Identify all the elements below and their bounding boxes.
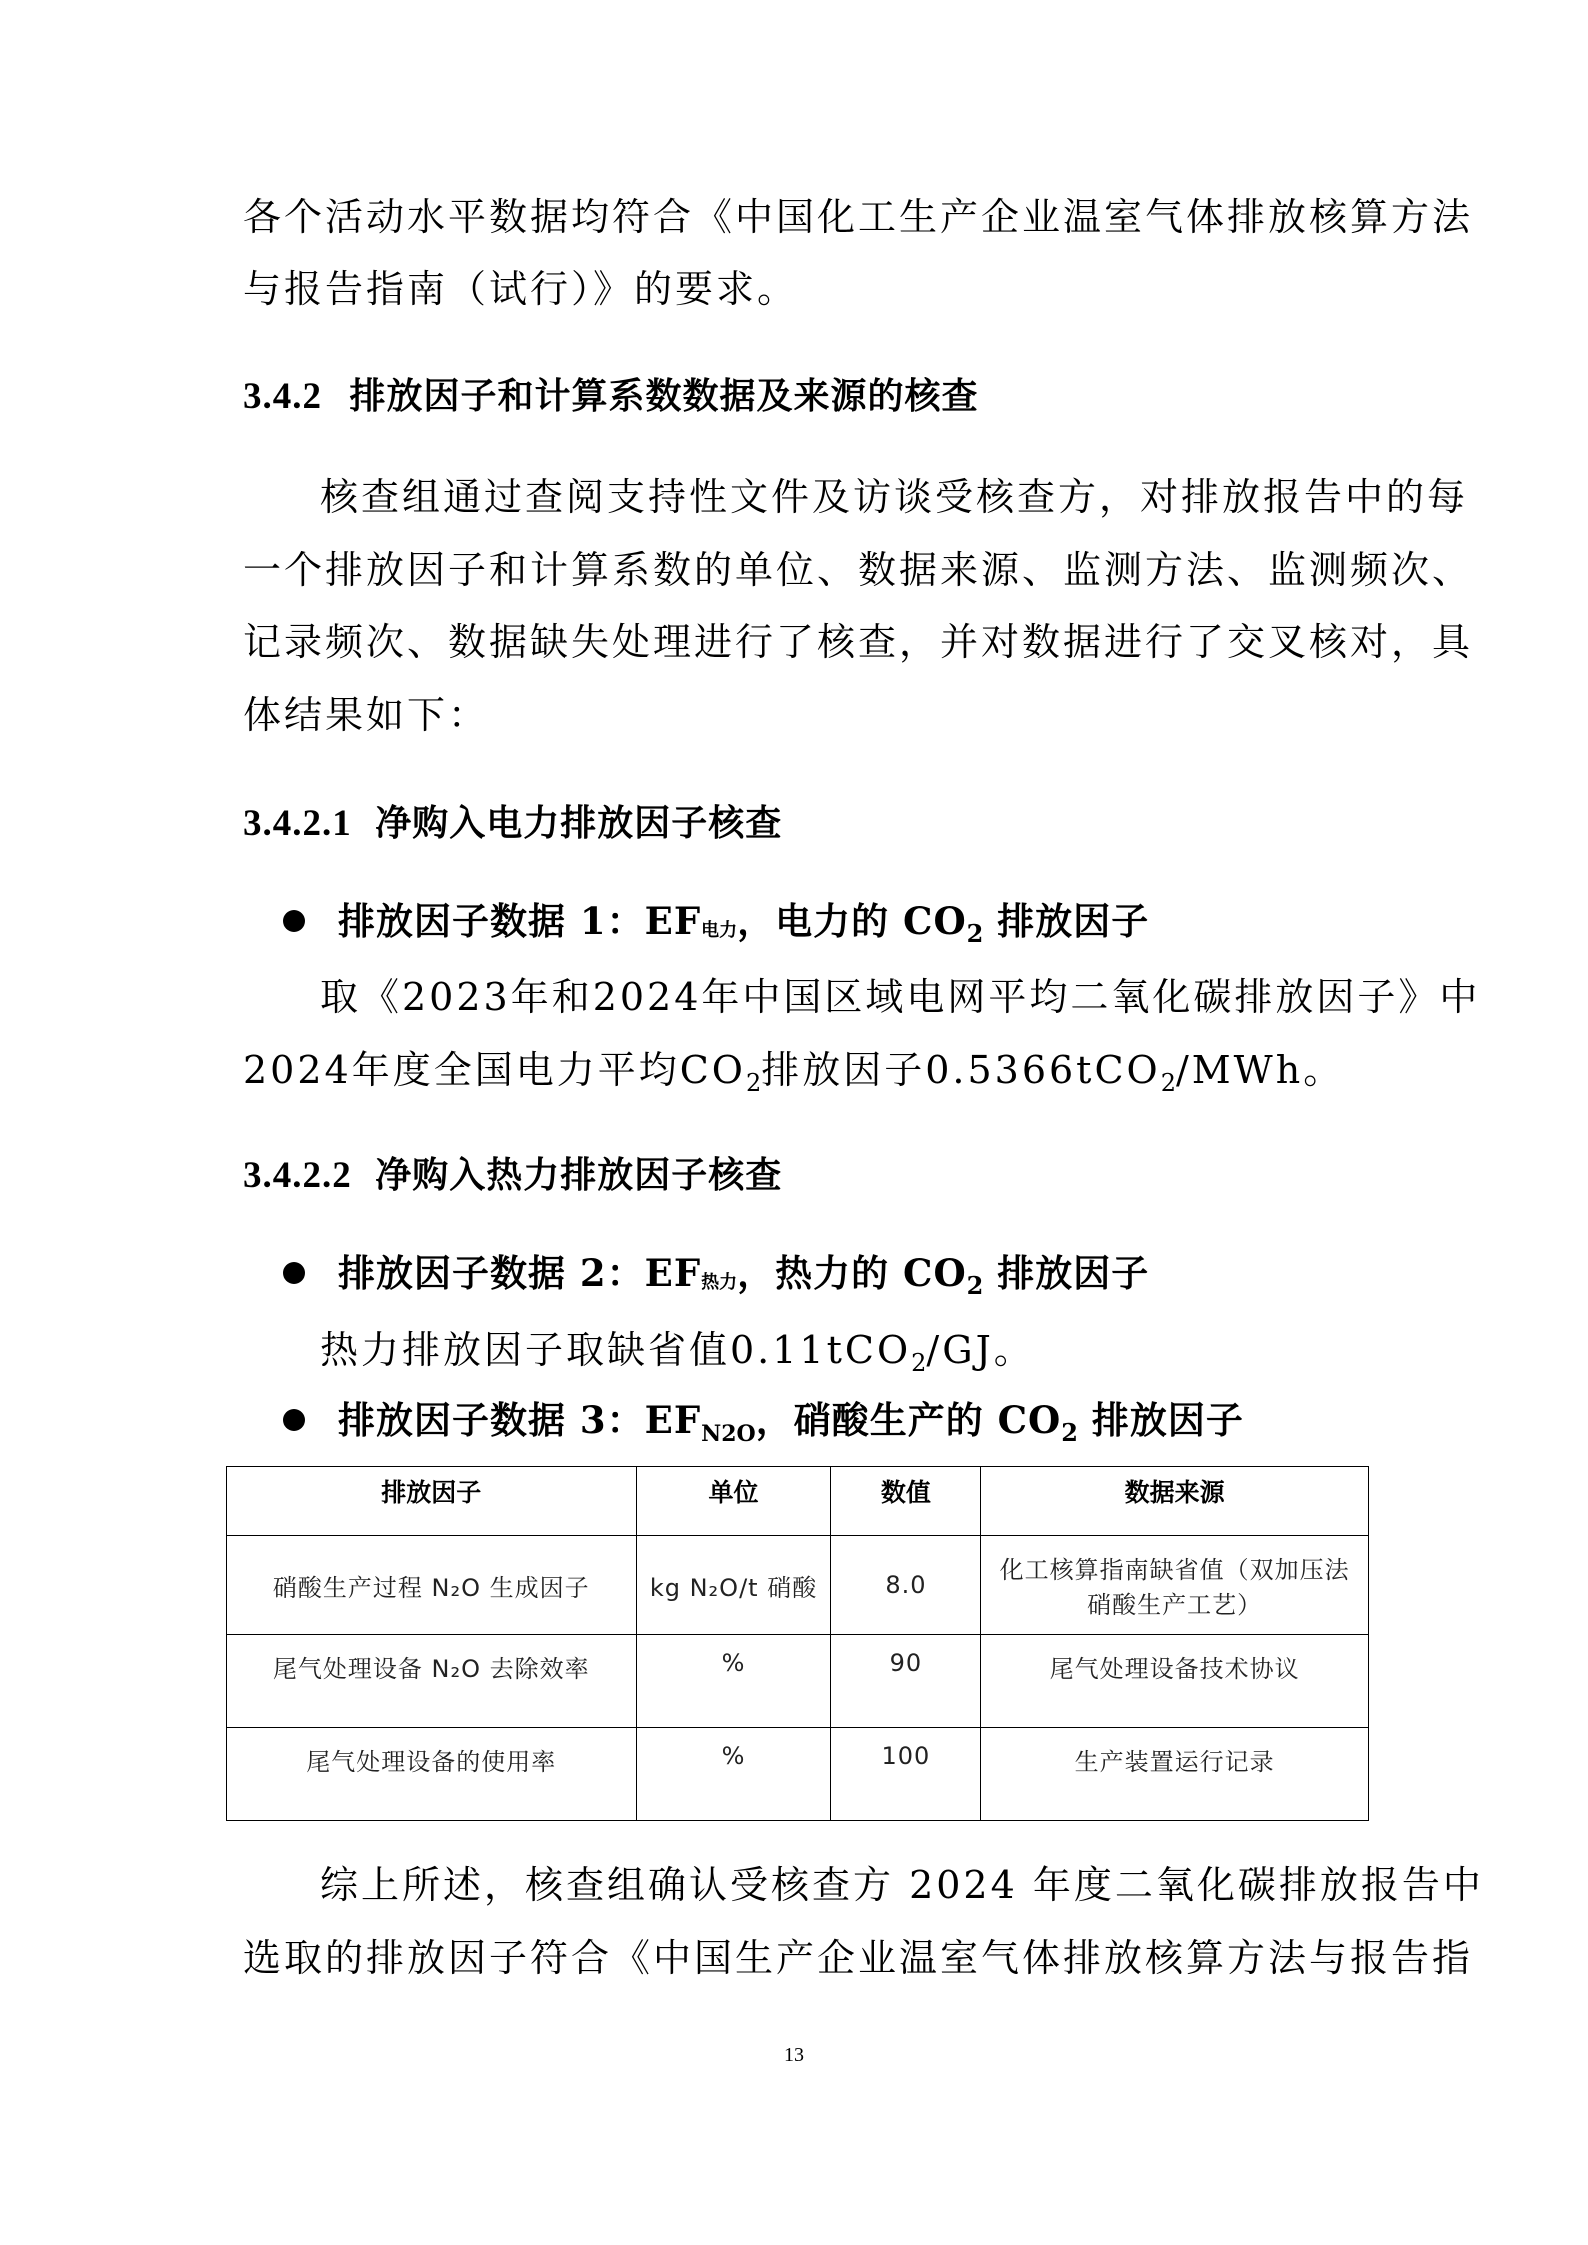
bullet-item-ef-n2o — [338, 1398, 1244, 1447]
paragraph-line — [320, 1328, 1035, 1377]
column-header: 排放因子 — [227, 1467, 637, 1536]
bullet-subscript: 2 — [1061, 1418, 1078, 1447]
section-heading-3-4-2-2 — [243, 1154, 783, 1196]
bullet-text: ，热力的 CO — [737, 1251, 967, 1295]
bullet-subscript: 2 — [966, 919, 984, 948]
bullet-item-ef-heat — [338, 1251, 1150, 1300]
heading-number: 3.4.2 — [243, 376, 322, 417]
table-cell: 90 — [831, 1635, 981, 1728]
column-header: 单位 — [636, 1467, 831, 1536]
heading-title: 排放因子和计算系数数据及来源的核查 — [349, 375, 979, 417]
paragraph-line — [243, 1048, 1345, 1097]
bullet-text: 排放因子 — [1077, 1398, 1244, 1442]
bullet-text: ，硝酸生产的 CO — [755, 1398, 1062, 1442]
bullet-subscript: 热力 — [701, 1272, 738, 1293]
paragraph-line: 体结果如下： — [243, 693, 490, 737]
paragraph-line: 记录频次、数据缺失处理进行了核查，并对数据进行了交叉核对，具 — [243, 620, 1474, 664]
bullet-text: 排放因子数据 2：EF — [338, 1251, 702, 1295]
bullet-item-ef-electricity — [338, 899, 1150, 948]
bullet-subscript: 电力 — [701, 920, 738, 941]
paragraph-line: 与报告指南（试行）》的要求。 — [243, 267, 799, 311]
column-header: 数值 — [831, 1467, 981, 1536]
page-number: 13 — [784, 2044, 804, 2066]
paragraph-line: 取《2023年和2024年中国区域电网平均二氧化碳排放因子》中 — [320, 975, 1481, 1019]
heading-number: 3.4.2.2 — [243, 1155, 352, 1196]
emission-factor-table — [226, 1466, 1369, 1821]
table-row — [227, 1635, 1369, 1728]
bullet-subscript: 2 — [966, 1271, 984, 1300]
heading-title: 净购入热力排放因子核查 — [375, 1154, 783, 1196]
subscript: 2 — [1160, 1069, 1176, 1097]
table-row — [227, 1536, 1369, 1635]
table-cell: % — [636, 1635, 831, 1728]
subscript: 2 — [911, 1349, 927, 1377]
table-cell: 尾气处理设备技术协议 — [981, 1635, 1369, 1728]
paragraph-line: 核查组通过查阅支持性文件及访谈受核查方，对排放报告中的每 — [320, 475, 1469, 519]
paragraph-line: 综上所述，核查组确认受核查方 2024 年度二氧化碳排放报告中 — [320, 1863, 1484, 1907]
table-cell: kg N₂O/t 硝酸 — [636, 1536, 831, 1635]
bullet-text: 排放因子 — [983, 1251, 1150, 1295]
table-cell: 硝酸生产过程 N₂O 生成因子 — [227, 1536, 637, 1635]
subscript: 2 — [745, 1069, 762, 1097]
paragraph-line: 选取的排放因子符合《中国生产企业温室气体排放核算方法与报告指 — [243, 1936, 1474, 1980]
section-heading-3-4-2 — [243, 375, 979, 417]
text-run: 排放因子0.5366tCO — [761, 1048, 1161, 1092]
bullet-icon — [283, 910, 305, 932]
bullet-text: 排放因子数据 1：EF — [338, 899, 702, 943]
bullet-subscript: N2O — [701, 1421, 756, 1447]
table-row — [227, 1728, 1369, 1821]
text-run: 2024年度全国电力平均CO — [243, 1048, 746, 1092]
table-cell: 尾气处理设备 N₂O 去除效率 — [227, 1635, 637, 1728]
bullet-text: 排放因子 — [983, 899, 1150, 943]
text-run: 热力排放因子取缺省值0.11tCO — [320, 1328, 912, 1372]
table-cell: % — [636, 1728, 831, 1821]
bullet-icon — [283, 1409, 305, 1431]
text-run: /MWh。 — [1175, 1048, 1345, 1092]
bullet-icon — [283, 1262, 305, 1284]
section-heading-3-4-2-1 — [243, 802, 783, 844]
table-cell: 生产装置运行记录 — [981, 1728, 1369, 1821]
column-header: 数据来源 — [981, 1467, 1369, 1536]
table-cell: 8.0 — [831, 1536, 981, 1635]
table-header-row — [227, 1467, 1369, 1536]
text-run: /GJ。 — [926, 1328, 1035, 1372]
bullet-text: ，电力的 CO — [737, 899, 967, 943]
table-cell: 尾气处理设备的使用率 — [227, 1728, 637, 1821]
heading-title: 净购入电力排放因子核查 — [375, 802, 783, 844]
table-cell: 100 — [831, 1728, 981, 1821]
table-cell: 化工核算指南缺省值（双加压法硝酸生产工艺） — [981, 1536, 1369, 1635]
paragraph-line: 一个排放因子和计算系数的单位、数据来源、监测方法、监测频次、 — [243, 548, 1474, 592]
paragraph-line: 各个活动水平数据均符合《中国化工生产企业温室气体排放核算方法 — [243, 195, 1474, 239]
bullet-text: 排放因子数据 3：EF — [338, 1398, 702, 1442]
heading-number: 3.4.2.1 — [243, 803, 352, 844]
